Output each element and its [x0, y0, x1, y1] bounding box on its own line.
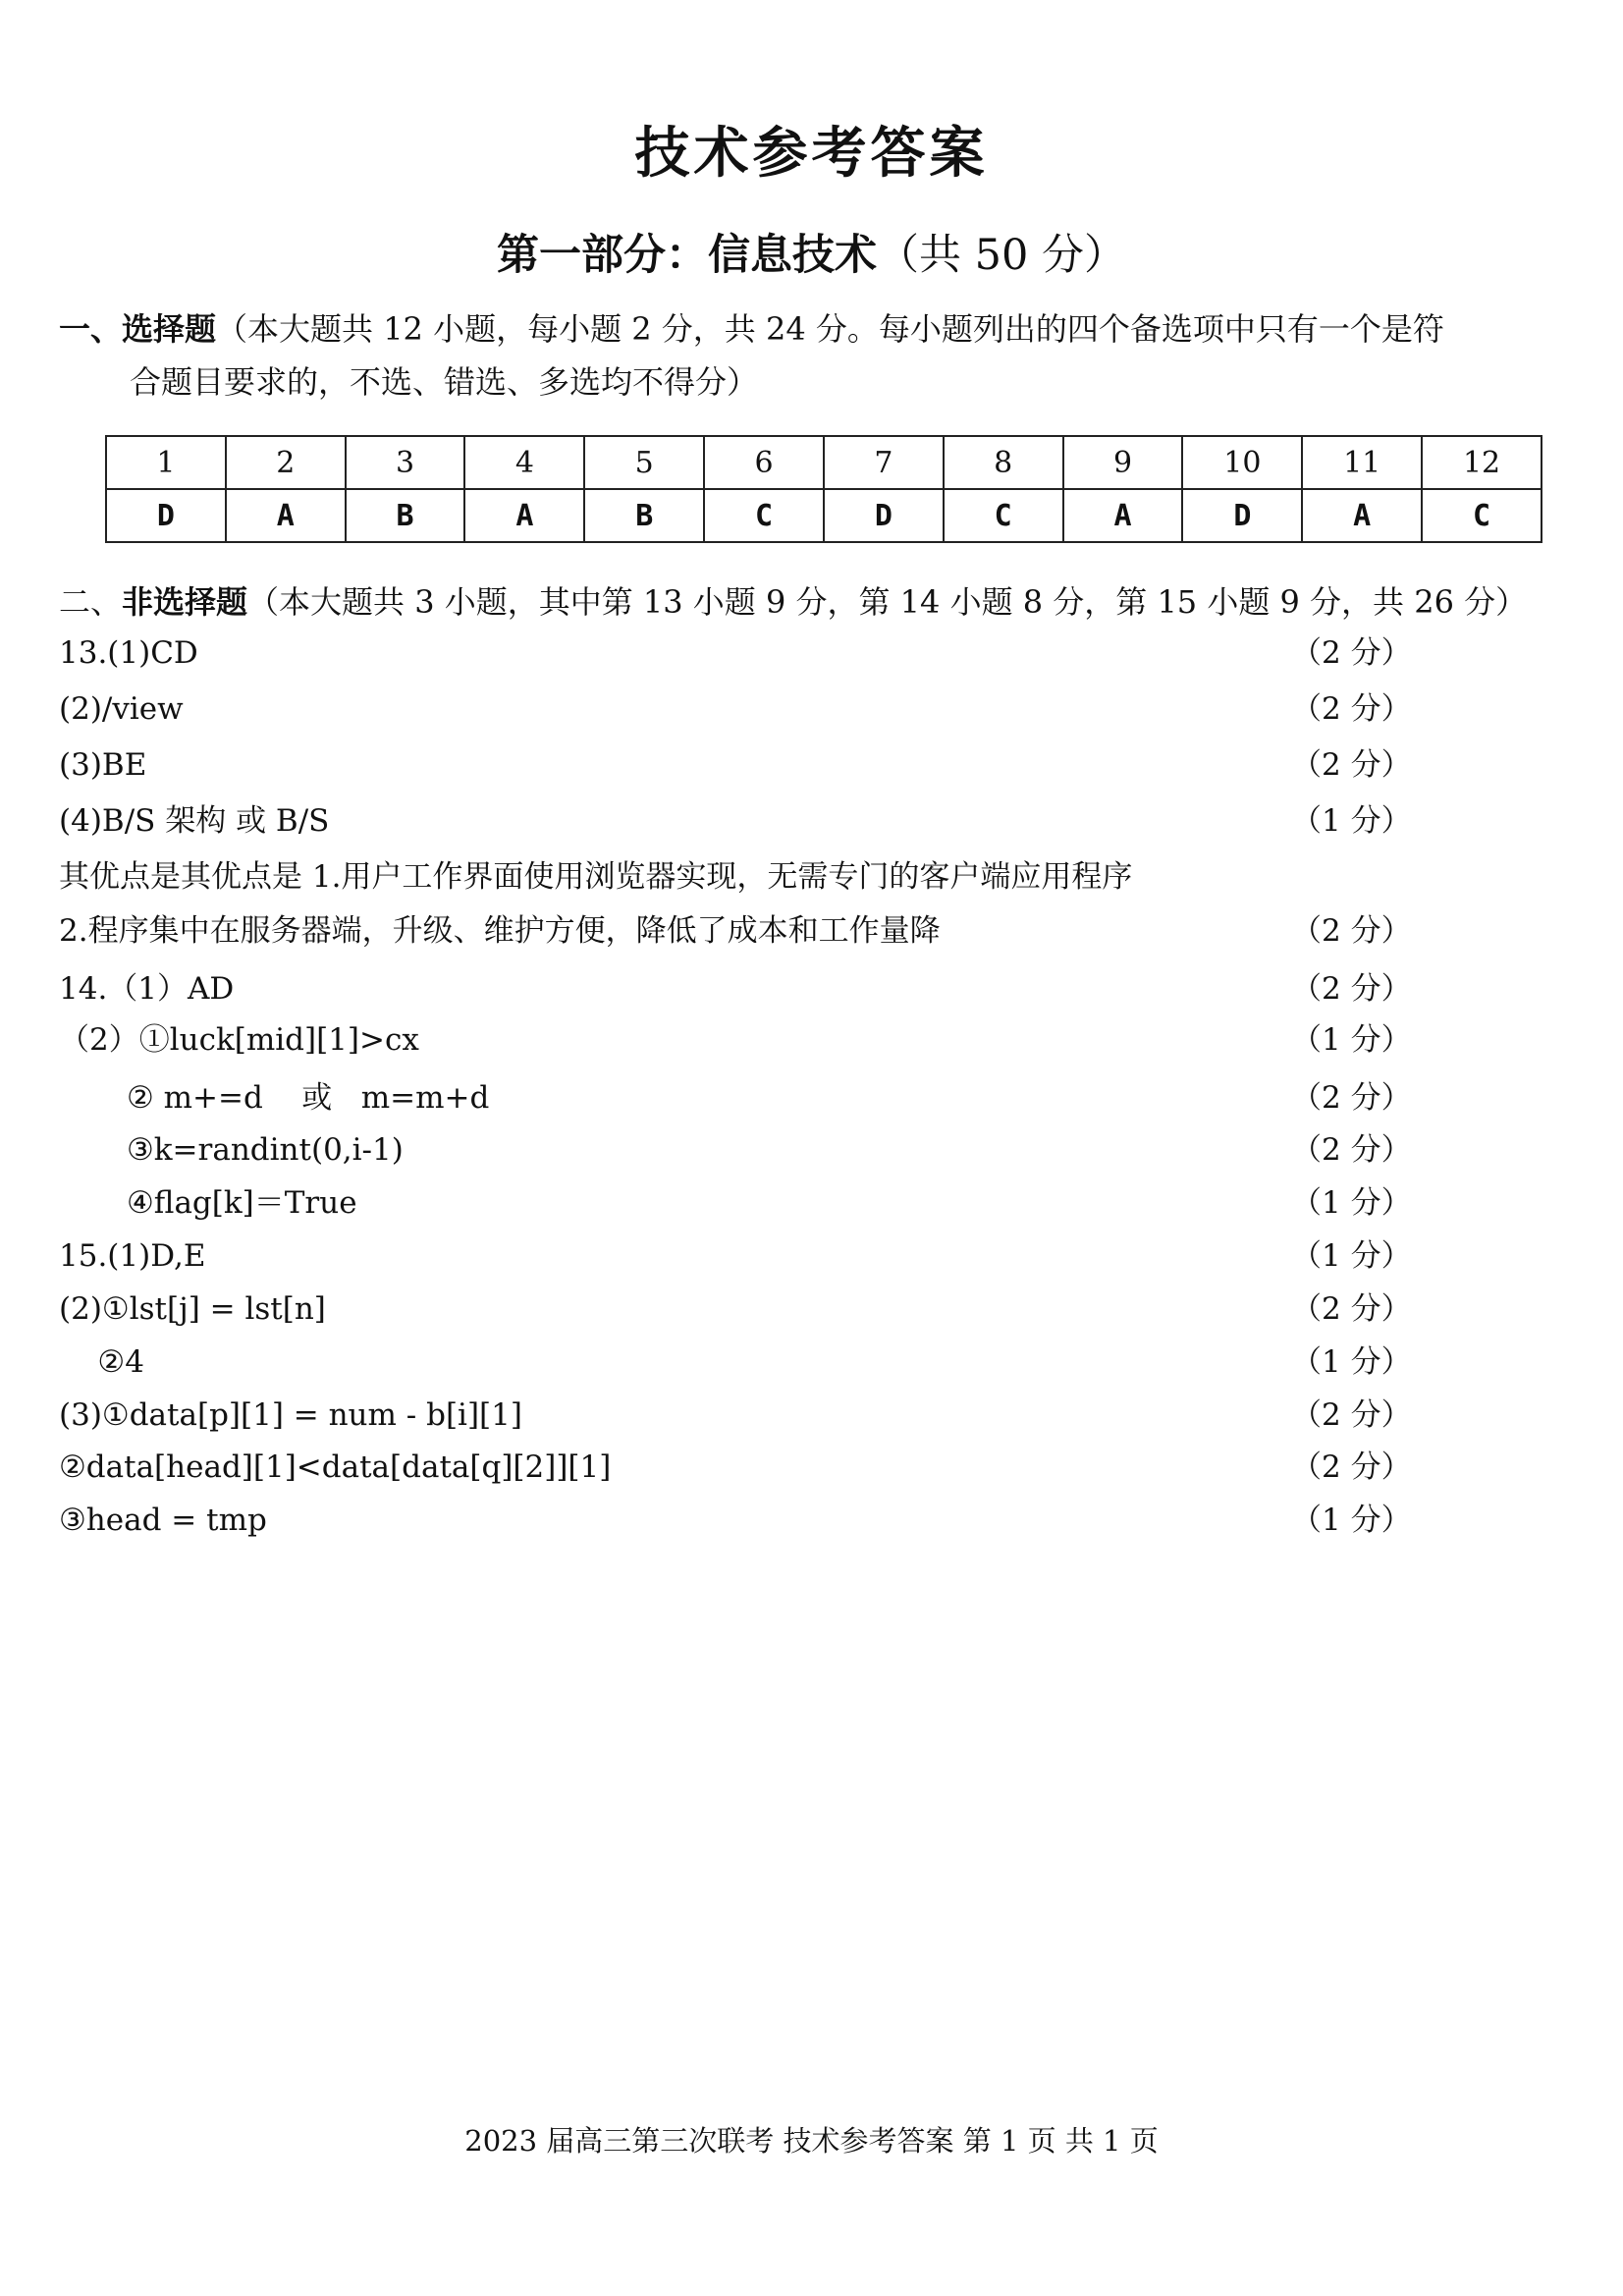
- answer-score: （2 分）: [1291, 971, 1412, 1007]
- answer-letter: D: [1182, 489, 1302, 542]
- answer-letter: A: [1063, 489, 1183, 542]
- answer-text: ② m+=d 或 m=m+d: [59, 1080, 490, 1116]
- answer-text: （2）①luck[mid][1]>cx: [59, 1022, 419, 1058]
- section-choice-desc-line2: 合题目要求的，不选、错选、多选均不得分）: [130, 363, 759, 401]
- answer-text: 14.（1）AD: [59, 971, 235, 1007]
- answer-line: [59, 964, 1610, 1013]
- answer-line: [59, 1231, 1610, 1281]
- answer-score: （2 分）: [1291, 635, 1412, 671]
- answer-line: [59, 684, 1610, 734]
- answer-score: （2 分）: [1291, 1291, 1412, 1327]
- answer-score: （2 分）: [1291, 1080, 1412, 1116]
- question-number: 6: [704, 436, 824, 489]
- answer-score: （2 分）: [1291, 913, 1412, 949]
- answer-text: (2)①lst[j] = lst[n]: [59, 1291, 326, 1327]
- answer-score: （1 分）: [1291, 1185, 1412, 1221]
- answer-score: （1 分）: [1291, 1503, 1412, 1538]
- answer-letter: C: [704, 489, 824, 542]
- answer-score: （1 分）: [1291, 1022, 1412, 1058]
- answer-letter: A: [464, 489, 584, 542]
- answer-letter: C: [944, 489, 1063, 542]
- answer-letter-row: [106, 489, 1542, 542]
- answer-score: （2 分）: [1291, 1132, 1412, 1168]
- answer-line: [59, 1073, 1610, 1122]
- answer-text: 13.(1)CD: [59, 635, 198, 671]
- section-choice-desc-line1: （本大题共 12 小题，每小题 2 分，共 24 分。每小题列出的四个备选项中只有一个是符: [216, 310, 1444, 348]
- section-open-prefix: 二、: [59, 583, 123, 621]
- part-title-score: （共 50 分）: [876, 231, 1127, 280]
- question-number: 3: [346, 436, 465, 489]
- section-open-desc: （本大题共 3 小题，其中第 13 小题 9 分，第 14 小题 8 分，第 15 小题 9 分，共 26 分）: [247, 583, 1528, 621]
- answer-line: [59, 740, 1610, 790]
- answer-line: [59, 629, 1610, 678]
- answer-text: (4)B/S 架构 或 B/S: [59, 803, 330, 839]
- answer-line: [59, 1391, 1610, 1440]
- part-title-main: 第一部分：信息技术: [496, 231, 877, 280]
- answer-letter: D: [824, 489, 944, 542]
- question-number: 4: [464, 436, 584, 489]
- answer-letter: A: [1302, 489, 1422, 542]
- answer-text: ②data[head][1]<data[data[q][2]][1]: [59, 1449, 612, 1485]
- answer-text: 15.(1)D,E: [59, 1238, 206, 1274]
- answer-text: ②4: [59, 1344, 144, 1380]
- question-number: 12: [1422, 436, 1542, 489]
- page-footer: 2023 届高三第三次联考 技术参考答案 第 1 页 共 1 页: [464, 2124, 1159, 2158]
- answer-line: [59, 1338, 1610, 1387]
- answer-line: [59, 906, 1610, 956]
- question-number: 7: [824, 436, 944, 489]
- answer-text: (3)BE: [59, 747, 147, 783]
- section-open-heading: [59, 575, 1600, 629]
- question-number: 11: [1302, 436, 1422, 489]
- answer-score: （1 分）: [1291, 803, 1412, 839]
- page-title: 技术参考答案: [634, 122, 989, 186]
- question-number: 5: [584, 436, 704, 489]
- part-title: [0, 222, 1623, 282]
- answer-text: (3)①data[p][1] = num - b[i][1]: [59, 1397, 522, 1433]
- answer-letter: C: [1422, 489, 1542, 542]
- answer-score: （1 分）: [1291, 1344, 1412, 1380]
- answer-text: ③head = tmp: [59, 1503, 267, 1538]
- question-number: 9: [1063, 436, 1183, 489]
- answer-score: （2 分）: [1291, 691, 1412, 727]
- answer-line: [59, 1125, 1610, 1175]
- answer-line: [59, 1443, 1610, 1492]
- answer-letter: D: [106, 489, 226, 542]
- answer-line: [59, 1285, 1610, 1334]
- answer-letter: A: [226, 489, 346, 542]
- answer-score: （2 分）: [1291, 1449, 1412, 1485]
- answer-line: [59, 1178, 1610, 1228]
- answer-line: [59, 1496, 1610, 1545]
- answer-text: (2)/view: [59, 691, 184, 727]
- section-choice-heading: [59, 302, 1600, 409]
- question-number: 1: [106, 436, 226, 489]
- choice-answer-table: [105, 435, 1542, 543]
- answer-letter: B: [584, 489, 704, 542]
- section-open-label: 非选择题: [122, 583, 248, 621]
- answer-text: ④flag[k]＝True: [59, 1185, 357, 1221]
- answer-score: （2 分）: [1291, 1397, 1412, 1433]
- answer-score: （1 分）: [1291, 1238, 1412, 1274]
- question-number: 8: [944, 436, 1063, 489]
- section-choice-label: 一、选择题: [59, 310, 217, 348]
- answer-line: [59, 796, 1610, 846]
- answer-line: [59, 1015, 1610, 1065]
- answer-text: ③k=randint(0,i-1): [59, 1132, 404, 1168]
- question-number: 10: [1182, 436, 1302, 489]
- answer-letter: B: [346, 489, 465, 542]
- answer-score: （2 分）: [1291, 747, 1412, 783]
- question-number-row: [106, 436, 1542, 489]
- answer-line: [59, 852, 1610, 902]
- answer-text: 2.程序集中在服务器端，升级、维护方便，降低了成本和工作量降: [59, 913, 941, 949]
- answer-text: 其优点是其优点是 1.用户工作界面使用浏览器实现，无需专门的客户端应用程序: [59, 859, 1133, 895]
- question-number: 2: [226, 436, 346, 489]
